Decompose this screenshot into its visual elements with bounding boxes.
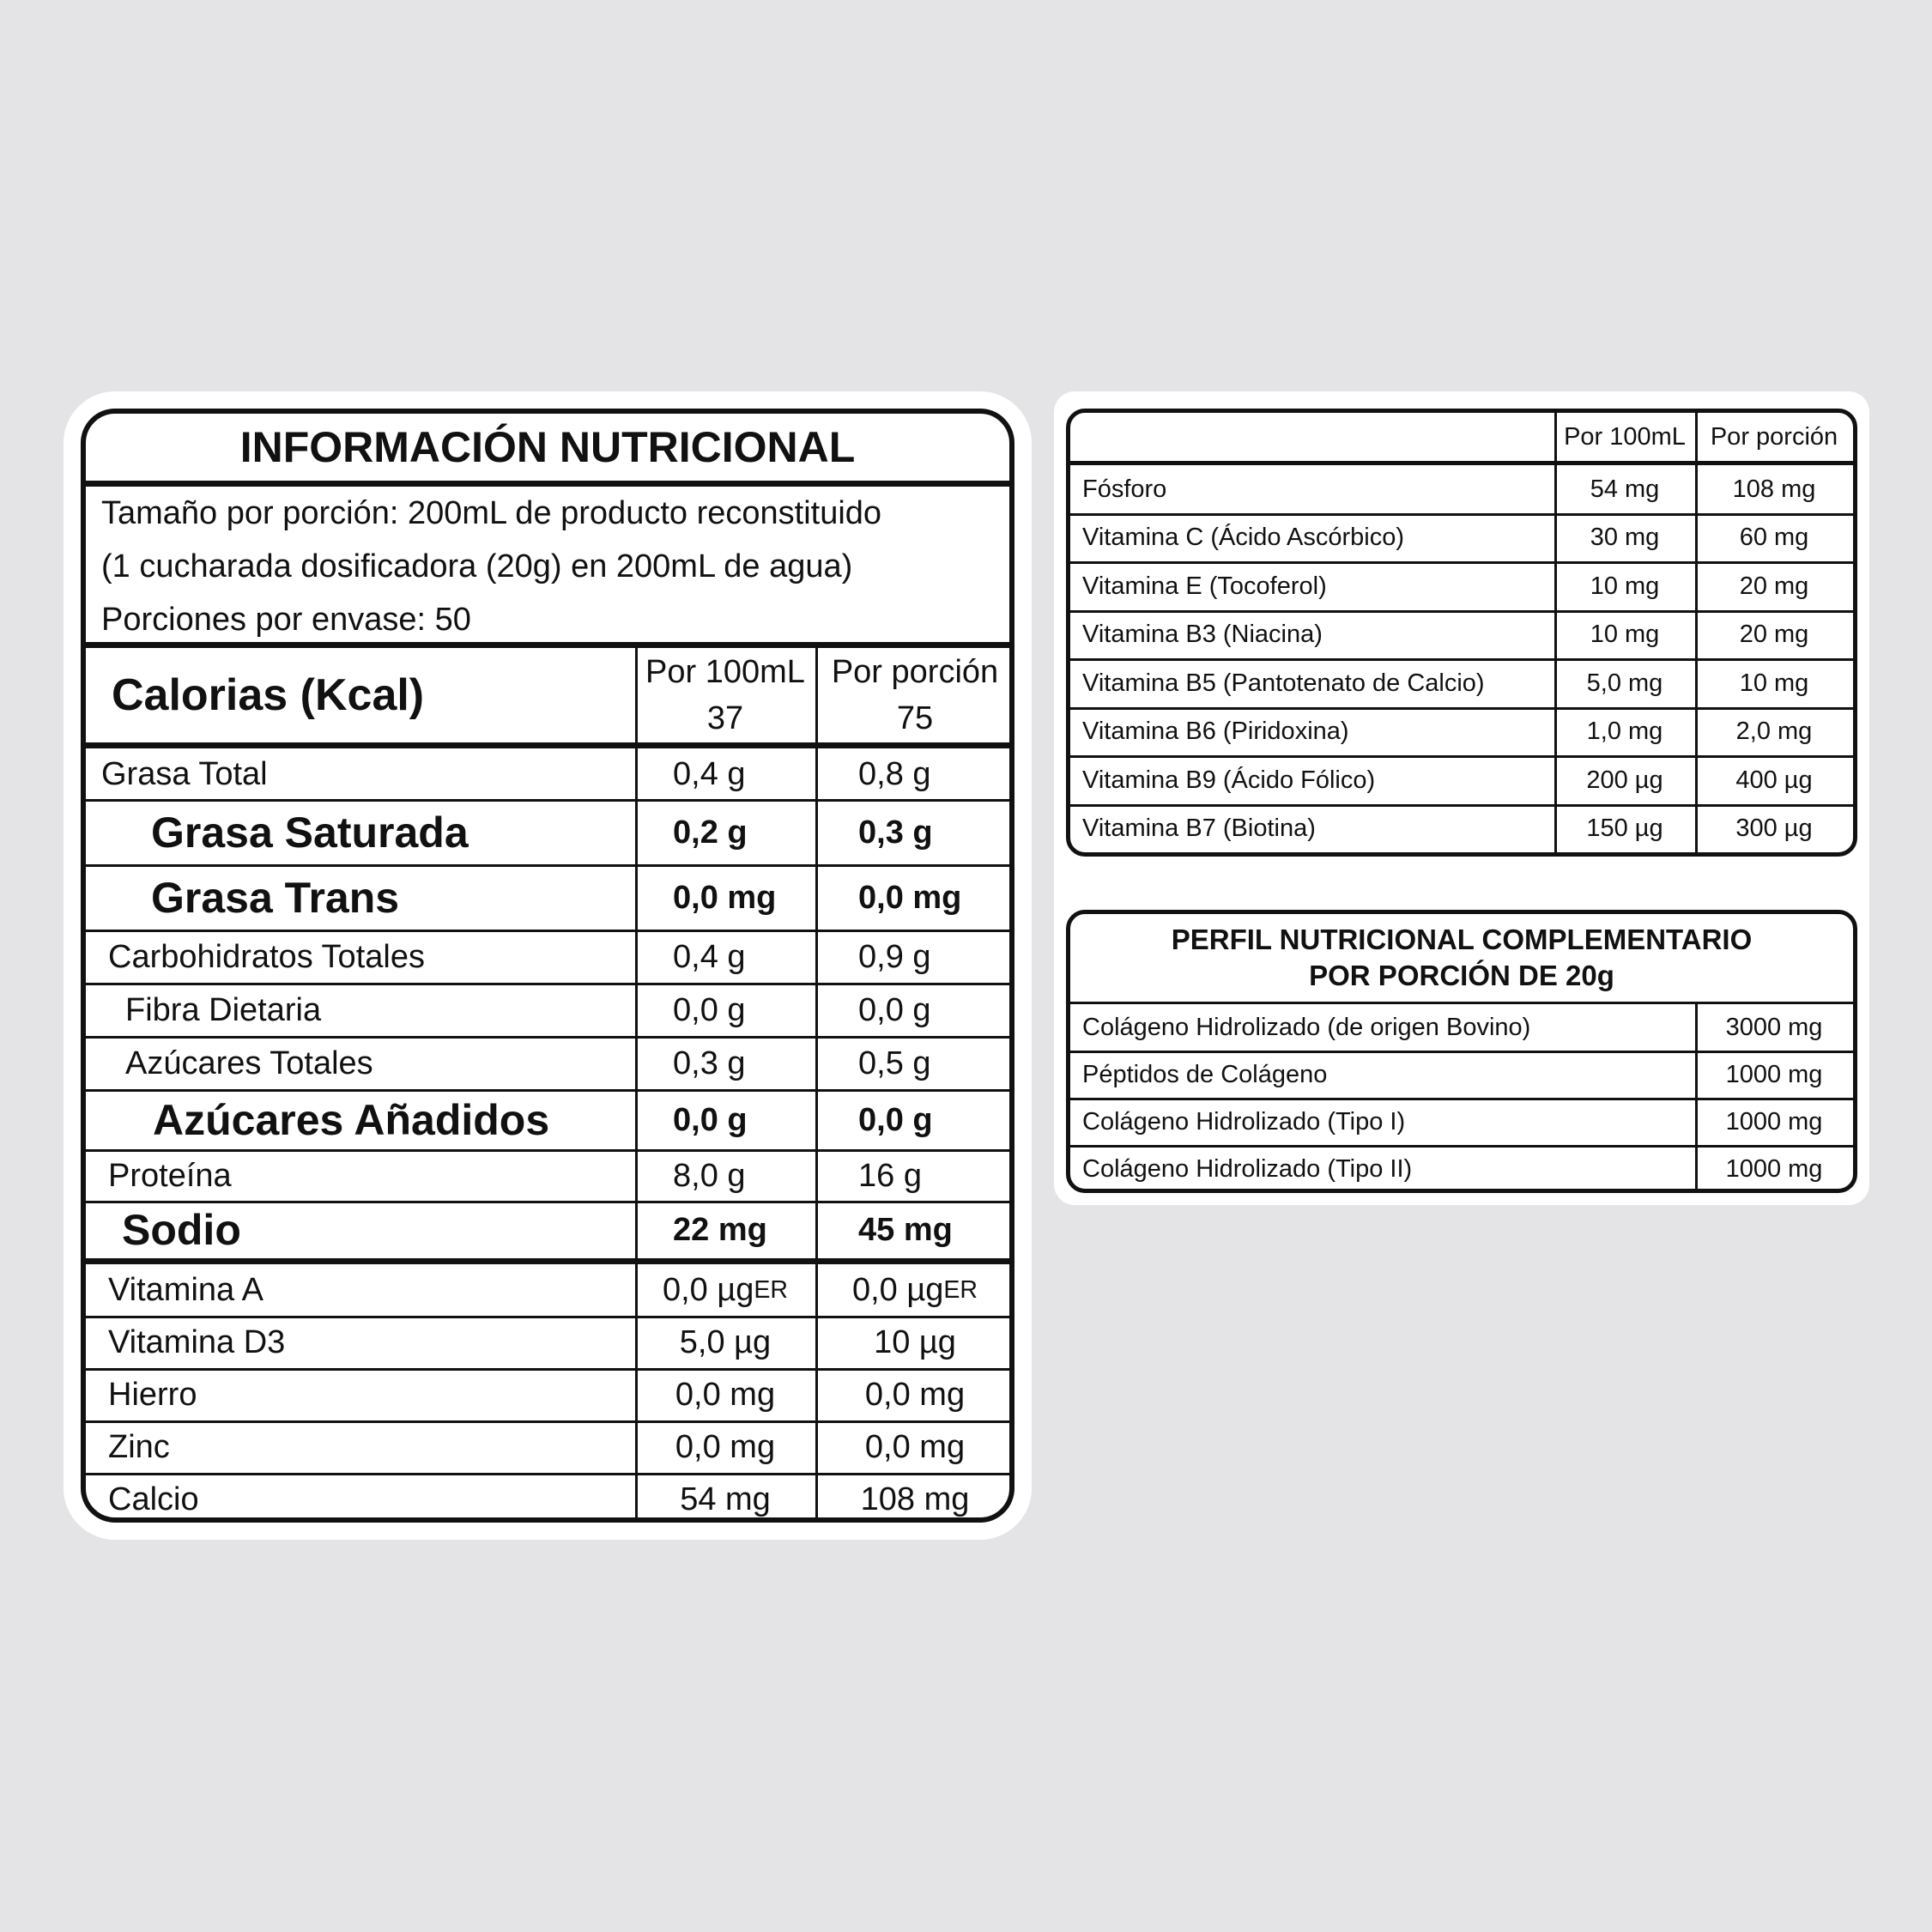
vitamin-row xyxy=(86,1317,1009,1369)
profile-name: Péptidos de Colágeno xyxy=(1082,1061,1328,1088)
nutrient-row xyxy=(86,1090,1009,1150)
vitamin-portion-unit-suffix: ER xyxy=(943,1276,978,1304)
mineral-row xyxy=(1070,562,1853,611)
mineral-row xyxy=(1070,611,1853,660)
vitamin-per100 xyxy=(635,1317,815,1369)
mineral-per100: 5,0 mg xyxy=(1586,669,1663,697)
nutrient-per100: 22 mg xyxy=(673,1211,767,1248)
profile-row xyxy=(1070,1099,1853,1146)
mineral-name: Vitamina B6 (Piridoxina) xyxy=(1082,718,1349,746)
profile-name: Colágeno Hidrolizado (Tipo II) xyxy=(1082,1155,1413,1183)
nutrient-name: Carbohidratos Totales xyxy=(108,938,425,975)
profile-title xyxy=(1070,914,1853,1002)
nutrient-per100: 0,3 g xyxy=(673,1045,746,1081)
mineral-row xyxy=(1070,659,1853,708)
mineral-portion: 2,0 mg xyxy=(1735,718,1813,746)
nutrient-name: Sodio xyxy=(122,1206,241,1254)
vitamin-portion xyxy=(815,1421,1014,1474)
vitamin-per100-value: 0,0 mg xyxy=(675,1377,776,1413)
mineral-row xyxy=(1070,805,1853,854)
nutrient-portion: 16 g xyxy=(858,1157,922,1194)
vitamin-portion-value: 0,0 mg xyxy=(864,1377,966,1413)
nutrient-name: Azúcares Añadidos xyxy=(153,1096,550,1144)
vitamin-per100 xyxy=(635,1421,815,1474)
calories-label: Calorias (Kcal) xyxy=(112,670,425,720)
nutrient-portion: 45 mg xyxy=(858,1211,953,1248)
profile-value: 1000 mg xyxy=(1725,1108,1823,1136)
mineral-portion: 108 mg xyxy=(1732,475,1816,503)
vitamin-name: Vitamina A xyxy=(108,1272,263,1308)
vitamin-row xyxy=(86,1264,1009,1317)
vitamin-name: Hierro xyxy=(108,1377,197,1413)
column-header-100ml xyxy=(635,648,815,742)
mineral-portion: 10 mg xyxy=(1739,669,1809,697)
nutrient-portion: 0,9 g xyxy=(858,938,931,975)
vitamin-row xyxy=(86,1369,1009,1421)
nutrient-per100: 8,0 g xyxy=(673,1157,746,1194)
column-header-portion-label: Por porción xyxy=(831,654,999,690)
nutrient-name: Proteína xyxy=(108,1157,232,1194)
mineral-portion: 20 mg xyxy=(1739,572,1809,600)
vitamin-portion-value: 108 mg xyxy=(860,1481,970,1517)
nutrient-portion: 0,0 g xyxy=(858,1101,933,1138)
vitamin-portion xyxy=(815,1317,1014,1369)
vitamin-portion xyxy=(815,1369,1014,1421)
column-header-100ml-label: Por 100mL xyxy=(645,654,805,690)
minerals-table xyxy=(1066,409,1857,857)
mineral-per100: 200 µg xyxy=(1586,766,1663,794)
serving-size-line2: (1 cucharada dosificadora (20g) en 200mL de agua) xyxy=(101,548,853,584)
label-title: INFORMACIÓN NUTRICIONAL xyxy=(239,423,856,471)
vitamin-row xyxy=(86,1421,1009,1474)
profile-value: 1000 mg xyxy=(1725,1155,1823,1183)
nutrient-row xyxy=(86,984,1009,1037)
vitamin-portion xyxy=(815,1474,1014,1523)
vitamin-portion xyxy=(815,1264,1014,1317)
nutrient-per100: 0,4 g xyxy=(673,755,746,792)
nutrient-per100: 0,0 g xyxy=(673,1101,748,1138)
mineral-per100: 1,0 mg xyxy=(1586,718,1663,746)
mineral-portion: 300 µg xyxy=(1735,815,1813,843)
mineral-row xyxy=(1070,465,1853,514)
vitamin-per100-value: 0,0 µg xyxy=(662,1272,754,1308)
vitamin-name: Vitamina D3 xyxy=(108,1324,286,1360)
nutrient-name: Grasa Total xyxy=(101,755,268,792)
mineral-portion: 400 µg xyxy=(1735,766,1813,794)
calories-portion: 75 xyxy=(896,700,934,736)
nutrient-portion: 0,0 g xyxy=(858,991,931,1028)
nutrient-row xyxy=(86,800,1009,865)
mineral-name: Vitamina E (Tocoferol) xyxy=(1082,572,1327,600)
nutrient-per100: 0,0 mg xyxy=(673,879,777,916)
vitamin-per100 xyxy=(635,1369,815,1421)
profile-name: Colágeno Hidrolizado (de origen Bovino) xyxy=(1082,1014,1531,1041)
nutrient-row xyxy=(86,1202,1009,1258)
vitamin-per100-value: 5,0 µg xyxy=(679,1324,772,1360)
row-divider xyxy=(86,1258,1009,1264)
complementary-profile-table xyxy=(1066,910,1857,1193)
calories-100ml: 37 xyxy=(706,700,744,736)
profile-title-line2: POR PORCIÓN DE 20g xyxy=(1309,960,1614,991)
vitamin-portion-value: 0,0 µg xyxy=(851,1272,944,1308)
vitamin-name: Zinc xyxy=(108,1429,170,1465)
servings-per-container: Porciones por envase: 50 xyxy=(101,601,471,638)
nutrient-row xyxy=(86,930,1009,984)
profile-row xyxy=(1070,1004,1853,1051)
nutrient-portion: 0,8 g xyxy=(858,755,931,792)
nutrient-name: Fibra Dietaria xyxy=(125,991,322,1028)
mineral-portion: 20 mg xyxy=(1739,621,1809,649)
mineral-name: Vitamina B5 (Pantotenato de Calcio) xyxy=(1082,669,1485,697)
nutrient-per100: 0,4 g xyxy=(673,938,746,975)
nutrient-row xyxy=(86,748,1009,800)
nutrient-row xyxy=(86,1150,1009,1202)
vitamin-per100-value: 0,0 mg xyxy=(675,1429,776,1465)
serving-size-line1: Tamaño por porción: 200mL de producto reconstituido xyxy=(101,494,882,531)
profile-row xyxy=(1070,1051,1853,1099)
mineral-row xyxy=(1070,514,1853,563)
mineral-per100: 54 mg xyxy=(1590,475,1660,503)
vitamin-portion-value: 0,0 mg xyxy=(864,1429,966,1465)
vitamin-per100-value: 54 mg xyxy=(680,1481,771,1517)
minerals-header-100ml: Por 100mL xyxy=(1564,422,1686,451)
nutrient-portion: 0,0 mg xyxy=(858,879,962,916)
nutrient-name: Grasa Trans xyxy=(151,874,400,922)
mineral-name: Vitamina C (Ácido Ascórbico) xyxy=(1082,524,1405,552)
profile-row xyxy=(1070,1146,1853,1193)
vitamin-per100 xyxy=(635,1264,815,1317)
mineral-row xyxy=(1070,756,1853,805)
vitamin-portion-value: 10 µg xyxy=(874,1324,956,1360)
mineral-per100: 30 mg xyxy=(1590,524,1660,552)
nutrient-name: Grasa Saturada xyxy=(151,809,469,857)
vitamin-per100-unit-suffix: ER xyxy=(754,1276,788,1304)
mineral-name: Vitamina B3 (Niacina) xyxy=(1082,621,1323,649)
mineral-per100: 150 µg xyxy=(1586,815,1663,843)
profile-title-line1: PERFIL NUTRICIONAL COMPLEMENTARIO xyxy=(1171,924,1753,955)
mineral-name: Vitamina B7 (Biotina) xyxy=(1082,815,1316,843)
vitamin-per100 xyxy=(635,1474,815,1523)
mineral-name: Vitamina B9 (Ácido Fólico) xyxy=(1082,766,1376,794)
nutrient-name: Azúcares Totales xyxy=(125,1045,373,1081)
nutrient-per100: 0,0 g xyxy=(673,991,746,1028)
profile-name: Colágeno Hidrolizado (Tipo I) xyxy=(1082,1108,1406,1136)
mineral-per100: 10 mg xyxy=(1590,572,1660,600)
nutrient-portion: 0,3 g xyxy=(858,814,933,851)
vitamin-name: Calcio xyxy=(108,1481,199,1517)
mineral-per100: 10 mg xyxy=(1590,621,1660,649)
nutrient-per100: 0,2 g xyxy=(673,814,748,851)
column-header-portion xyxy=(815,648,1014,742)
nutrition-facts-panel xyxy=(81,409,1014,1523)
mineral-portion: 60 mg xyxy=(1739,524,1809,552)
nutrient-row xyxy=(86,1037,1009,1090)
nutrient-row xyxy=(86,865,1009,930)
vitamin-row xyxy=(86,1474,1009,1523)
profile-value: 1000 mg xyxy=(1725,1061,1823,1088)
mineral-name: Fósforo xyxy=(1082,475,1167,503)
minerals-header-portion: Por porción xyxy=(1710,422,1838,451)
nutrient-portion: 0,5 g xyxy=(858,1045,931,1081)
profile-value: 3000 mg xyxy=(1725,1014,1823,1041)
mineral-row xyxy=(1070,708,1853,757)
